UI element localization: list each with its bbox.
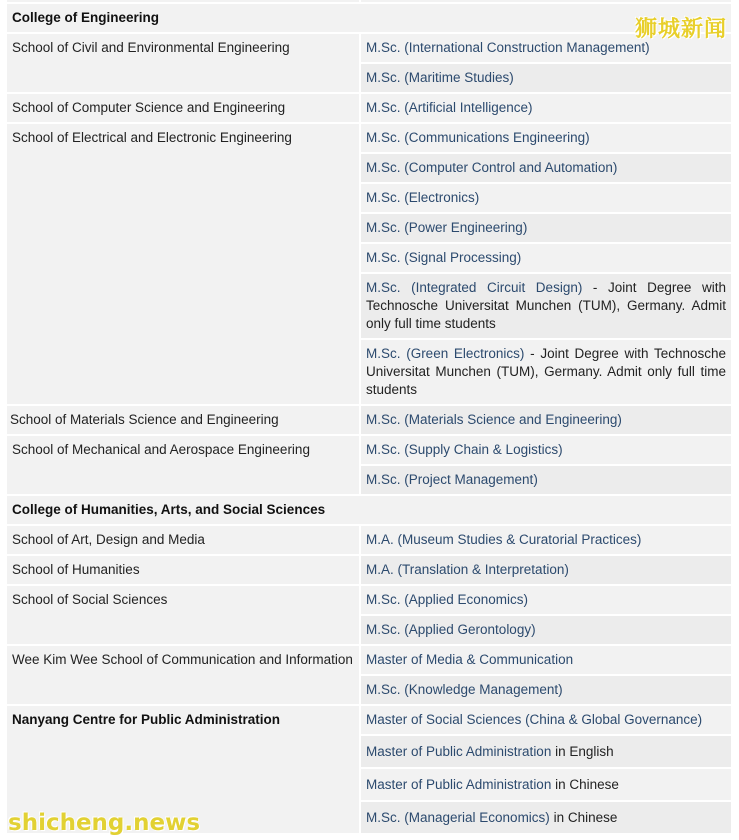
programme-note: - Joint Degree with Technosche Universitat Munchen (TUM), Germany. Admit only full time students bbox=[366, 280, 726, 331]
programme-cell bbox=[361, 736, 731, 767]
programme-cell bbox=[361, 586, 731, 614]
school-name: Nanyang Centre for Public Administration bbox=[7, 706, 359, 833]
table-cell bbox=[361, 0, 731, 2]
school-name: School of Humanities bbox=[7, 556, 359, 584]
table-row bbox=[7, 0, 731, 2]
watermark-chinese: 狮城新闻 bbox=[634, 17, 727, 42]
school-name: School of Social Sciences bbox=[7, 586, 359, 644]
programme-link[interactable]: M.Sc. (Knowledge Management) bbox=[366, 682, 563, 697]
college-heading: College of Engineering bbox=[7, 4, 731, 32]
programme-note: in Chinese bbox=[551, 777, 619, 792]
programme-cell bbox=[361, 769, 731, 800]
table-row bbox=[7, 436, 731, 464]
programme-link[interactable]: M.Sc. (Communications Engineering) bbox=[366, 130, 590, 145]
programme-cell bbox=[361, 556, 731, 584]
table-row bbox=[7, 556, 731, 584]
school-name: School of Materials Science and Engineering bbox=[7, 406, 359, 434]
programme-cell bbox=[361, 64, 731, 92]
programme-link[interactable]: M.Sc. (Integrated Circuit Design) bbox=[366, 280, 583, 295]
college-header-row bbox=[7, 4, 731, 32]
programme-cell bbox=[361, 94, 731, 122]
school-name: Wee Kim Wee School of Communication and Information bbox=[7, 646, 359, 704]
table-row bbox=[7, 586, 731, 614]
programme-link[interactable]: M.Sc. (Supply Chain & Logistics) bbox=[366, 442, 563, 457]
programme-link[interactable]: M.A. (Translation & Interpretation) bbox=[366, 562, 569, 577]
programme-cell bbox=[361, 466, 731, 494]
table-row bbox=[7, 646, 731, 674]
programme-cell bbox=[361, 676, 731, 704]
programme-cell bbox=[361, 274, 731, 338]
programme-link[interactable]: M.Sc. (International Construction Management) bbox=[366, 40, 650, 55]
programme-link[interactable]: Master of Public Administration bbox=[366, 744, 552, 759]
programme-link[interactable]: M.Sc. (Applied Economics) bbox=[366, 592, 529, 607]
programme-cell bbox=[361, 214, 731, 242]
programme-cell bbox=[361, 184, 731, 212]
table-row bbox=[7, 526, 731, 554]
programme-link[interactable]: M.Sc. (Power Engineering) bbox=[366, 220, 528, 235]
college-header-row bbox=[7, 496, 731, 524]
programme-link[interactable]: Master of Public Administration bbox=[366, 777, 552, 792]
programme-cell bbox=[361, 340, 731, 404]
programme-link[interactable]: M.Sc. (Applied Gerontology) bbox=[366, 622, 536, 637]
programme-cell bbox=[361, 526, 731, 554]
programme-link[interactable]: M.Sc. (Signal Processing) bbox=[366, 250, 522, 265]
programme-cell bbox=[361, 802, 731, 833]
programme-link[interactable]: M.Sc. (Managerial Economics) bbox=[366, 810, 550, 825]
programme-note: in Chinese bbox=[549, 810, 618, 825]
table-cell bbox=[7, 0, 359, 2]
table-row bbox=[7, 406, 731, 434]
school-name: School of Civil and Environmental Engineering bbox=[7, 34, 359, 92]
school-name: School of Art, Design and Media bbox=[7, 526, 359, 554]
programme-link[interactable]: M.Sc. (Maritime Studies) bbox=[366, 70, 514, 85]
table-row bbox=[7, 706, 731, 734]
programme-cell bbox=[361, 124, 731, 152]
programme-link[interactable]: M.Sc. (Electronics) bbox=[366, 190, 480, 205]
programme-cell bbox=[361, 616, 731, 644]
programme-link[interactable]: M.Sc. (Materials Science and Engineering) bbox=[366, 412, 622, 427]
college-heading: College of Humanities, Arts, and Social Sciences bbox=[7, 496, 731, 524]
programme-link[interactable]: M.Sc. (Computer Control and Automation) bbox=[366, 160, 618, 175]
programme-cell bbox=[361, 646, 731, 674]
programme-cell bbox=[361, 706, 731, 734]
table-row bbox=[7, 124, 731, 152]
school-name: School of Mechanical and Aerospace Engineering bbox=[7, 436, 359, 494]
programme-cell bbox=[361, 244, 731, 272]
programme-link[interactable]: M.Sc. (Project Management) bbox=[366, 472, 538, 487]
programme-note: - Joint Degree with Technosche Universitat Munchen (TUM), Germany. Admit only full time students bbox=[366, 346, 727, 397]
programme-cell bbox=[361, 154, 731, 182]
school-name: School of Computer Science and Engineering bbox=[7, 94, 359, 122]
programme-link[interactable]: M.A. (Museum Studies & Curatorial Practices) bbox=[366, 532, 642, 547]
programme-cell bbox=[361, 406, 731, 434]
programme-link[interactable]: M.Sc. (Artificial Intelligence) bbox=[366, 100, 533, 115]
table-row bbox=[7, 34, 731, 62]
programme-link[interactable]: M.Sc. (Green Electronics) bbox=[366, 346, 525, 361]
programmes-table bbox=[5, 0, 733, 835]
table-row bbox=[7, 94, 731, 122]
school-name: School of Electrical and Electronic Engineering bbox=[7, 124, 359, 404]
programme-cell bbox=[361, 436, 731, 464]
watermark-english: shicheng.news bbox=[8, 810, 201, 836]
programme-link[interactable]: Master of Social Sciences (China & Global Governance) bbox=[366, 712, 703, 727]
programme-link[interactable]: Master of Media & Communication bbox=[366, 652, 574, 667]
programme-note: in English bbox=[551, 744, 614, 759]
